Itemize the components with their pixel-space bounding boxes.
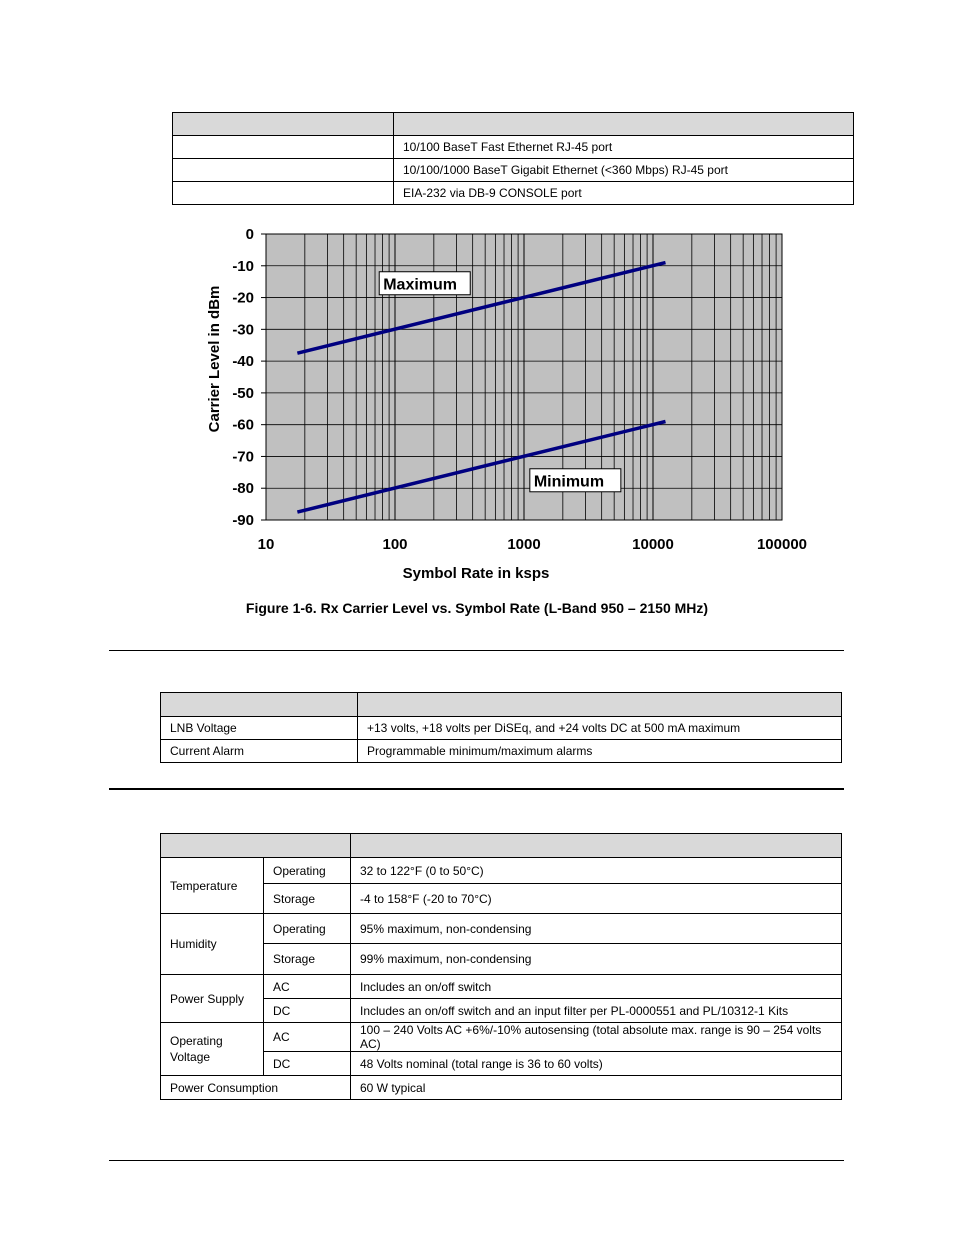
table-row: [161, 944, 842, 975]
y-tick-label: -20: [232, 289, 254, 307]
table-cell-sublabel: DC: [264, 1052, 351, 1076]
y-tick-label: -60: [232, 416, 254, 434]
table-cell-value: Includes an on/off switch and an input filter per PL-0000551 and PL/10312-1 Kits: [351, 999, 842, 1023]
table-cell-value: Programmable minimum/maximum alarms: [358, 740, 842, 763]
y-tick-label: -50: [232, 384, 254, 402]
table-cell-value: 99% maximum, non-condensing: [351, 944, 842, 975]
table-cell-label: Power Supply: [161, 975, 264, 1023]
section-divider: [109, 788, 844, 790]
table-cell-label: Operating Voltage: [161, 1023, 264, 1076]
table-header-row: [161, 834, 842, 858]
table-header-row: [173, 113, 854, 136]
table-row: [161, 1023, 842, 1052]
table-cell-label: LNB Voltage: [161, 717, 358, 740]
y-tick-labels: [232, 226, 254, 529]
x-tick-label: 100: [382, 536, 408, 553]
table-cell-value: EIA-232 via DB-9 CONSOLE port: [394, 182, 854, 205]
footer-divider: [109, 1160, 844, 1161]
y-tick-label: -70: [232, 448, 254, 466]
environmental-table: [160, 833, 842, 1100]
table-cell-value: 10/100/1000 BaseT Gigabit Ethernet (<360 Mbps) RJ-45 port: [394, 159, 854, 182]
y-axis-label: Carrier Level in dBm: [206, 285, 223, 433]
table-cell-value: 60 W typical: [351, 1076, 842, 1100]
table-row: [173, 182, 854, 205]
table-cell-value: 32 to 122°F (0 to 50°C): [351, 858, 842, 884]
table-cell-value: +13 volts, +18 volts per DiSEq, and +24 volts DC at 500 mA maximum: [358, 717, 842, 740]
y-tick-label: 0: [245, 226, 254, 243]
table-cell-value: -4 to 158°F (-20 to 70°C): [351, 884, 842, 914]
table-row: [161, 884, 842, 914]
table-cell-label: [173, 136, 394, 159]
table-header-cell: [173, 113, 394, 136]
annotation-label: Maximum: [383, 276, 458, 294]
table-cell-sublabel: AC: [264, 1023, 351, 1052]
x-tick-labels: [258, 536, 807, 553]
x-tick-label: 100000: [756, 536, 808, 553]
table-cell-sublabel: Operating: [264, 858, 351, 884]
annotation-label: Minimum: [533, 473, 605, 491]
table-cell-value: 10/100 BaseT Fast Ethernet RJ-45 port: [394, 136, 854, 159]
table-cell-sublabel: Storage: [264, 884, 351, 914]
table-cell-label: Temperature: [161, 858, 264, 914]
table-cell-value: Includes an on/off switch: [351, 975, 842, 999]
table-cell-value: 48 Volts nominal (total range is 36 to 60 volts): [351, 1052, 842, 1076]
y-tick-label: -10: [232, 257, 254, 275]
table-row: [173, 159, 854, 182]
y-tick-label: -90: [232, 512, 254, 529]
x-tick-label: 1000: [507, 536, 541, 553]
x-tick-label: 10000: [632, 536, 674, 553]
table-row: [173, 136, 854, 159]
table-row: [161, 914, 842, 944]
table-header-cell: [351, 834, 842, 858]
figure-caption: Figure 1-6. Rx Carrier Level vs. Symbol Rate (L-Band 950 – 2150 MHz): [245, 600, 709, 616]
table-header-row: [161, 693, 842, 717]
lnb-table: [160, 692, 842, 763]
table-header-cell: [394, 113, 854, 136]
table-row: [161, 717, 842, 740]
y-tick-label: -40: [232, 353, 254, 371]
table-cell-label: Current Alarm: [161, 740, 358, 763]
table-row: [161, 975, 842, 999]
table-cell-value: 100 – 240 Volts AC +6%/-10% autosensing (total absolute max. range is 90 – 254 volts AC): [351, 1023, 842, 1052]
table-cell-label: Power Consumption: [161, 1076, 351, 1100]
table-cell-sublabel: AC: [264, 975, 351, 999]
table-cell-sublabel: Storage: [264, 944, 351, 975]
table-header-cell: [161, 834, 351, 858]
table-cell-sublabel: Operating: [264, 914, 351, 944]
x-axis-label: Symbol Rate in ksps: [402, 565, 550, 582]
table-header-cell: [161, 693, 358, 717]
y-tick-label: -30: [232, 321, 254, 339]
table-cell-label: [173, 159, 394, 182]
rx-carrier-level-chart: [195, 222, 825, 592]
table-row: [161, 740, 842, 763]
table-cell-sublabel: DC: [264, 999, 351, 1023]
table-row: [161, 1052, 842, 1076]
y-tick-label: -80: [232, 480, 254, 498]
section-divider: [109, 650, 844, 651]
table-row: [161, 999, 842, 1023]
table-row: [161, 858, 842, 884]
table-cell-value: 95% maximum, non-condensing: [351, 914, 842, 944]
table-cell-label: Humidity: [161, 914, 264, 975]
table-row: [161, 1076, 842, 1100]
table-header-cell: [358, 693, 842, 717]
interface-table: [172, 112, 854, 205]
table-cell-label: [173, 182, 394, 205]
x-tick-label: 10: [257, 536, 275, 553]
